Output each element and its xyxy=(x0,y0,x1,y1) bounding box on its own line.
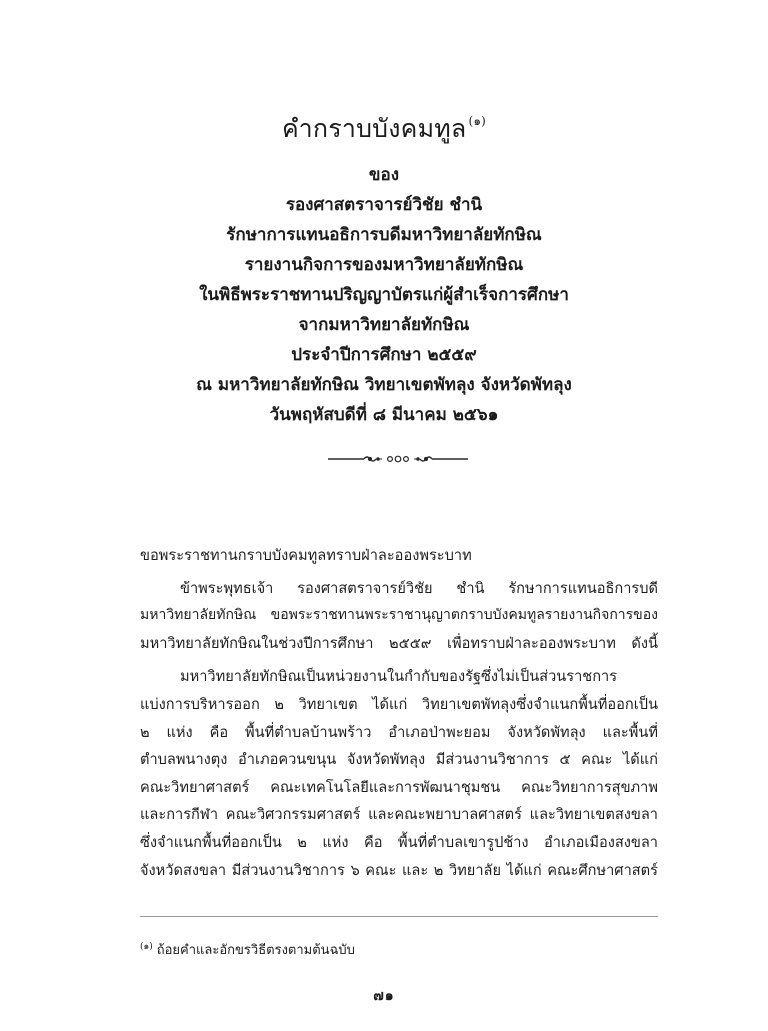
header-line: วันพฤหัสบดีที่ ๘ มีนาคม ๒๕๖๑ xyxy=(269,405,499,425)
paragraph-line: จังหวัดสงขลา มีส่วนงานวิชาการ ๖ คณะ และ ๒ วิทยาลัย ได้แก่ คณะศึกษาศาสตร์ xyxy=(140,861,658,879)
paragraph-line: ตำบลพนางตุง อำเภอควนขนุน จังหวัดพัทลุง มีส่วนงานวิชาการ ๕ คณะ ได้แก่ xyxy=(140,751,658,769)
header-line: ของ xyxy=(368,165,400,185)
paragraph-line: ข้าพระพุทธเจ้า รองศาสตราจารย์วิชัย ชำนิ รักษาการแทนอธิการบดี xyxy=(180,579,658,597)
paragraph-line: ๒ แห่ง คือ พื้นที่ตำบลบ้านพร้าว อำเภอป่าพะยอม จังหวัดพัทลุง และพื้นที่ xyxy=(140,723,658,741)
header-line: รายงานกิจการของมหาวิทยาลัยทักษิณ xyxy=(244,255,524,275)
salutation: ขอพระราชทานกราบบังคมทูลทราบฝ่าละอองพระบาท xyxy=(140,547,472,564)
paragraph-line: และการกีฬา คณะวิศวกรรมศาสตร์ และคณะพยาบาลศาสตร์ และวิทยาเขตสงขลา xyxy=(140,806,658,824)
paragraph-2 xyxy=(140,663,658,884)
paragraph-line: มหาวิทยาลัยทักษิณ ขอพระราชทานพระราชานุญาตกราบบังคมทูลรายงานกิจการของ xyxy=(140,607,658,624)
header-line: รองศาสตราจารย์วิชัย ชำนิ xyxy=(285,195,483,215)
title-footnote-mark: (๑) xyxy=(468,114,487,128)
footnote-text: ถ้อยคำและอักขรวิธีตรงตามต้นฉบับ xyxy=(156,943,355,958)
header-line: ในพิธีพระราชทานปริญญาบัตรแก่ผู้สำเร็จการศึกษา xyxy=(199,285,569,305)
footnote-divider xyxy=(140,916,658,917)
paragraph-1 xyxy=(140,575,658,658)
header-line: จากมหาวิทยาลัยทักษิณ xyxy=(298,315,470,335)
header-line: ณ มหาวิทยาลัยทักษิณ วิทยาเขตพัทลุง จังหวัดพัทลุง xyxy=(196,375,572,395)
footnote-mark: (๑) xyxy=(140,942,153,952)
footnote xyxy=(140,936,658,962)
header-line: ประจำปีการศึกษา ๒๕๕๙ xyxy=(291,345,477,365)
ornament-divider-icon xyxy=(326,449,470,469)
body-text xyxy=(140,542,658,884)
page-title xyxy=(0,104,768,146)
header-line: รักษาการแทนอธิการบดีมหาวิทยาลัยทักษิณ xyxy=(226,225,542,245)
paragraph-line: มหาวิทยาลัยทักษิณเป็นหน่วยงานในกำกับของรัฐซึ่งไม่เป็นส่วนราชการ xyxy=(180,668,618,686)
paragraph-line: มหาวิทยาลัยทักษิณในช่วงปีการศึกษา ๒๕๕๙ เพื่อทราบฝ่าละอองพระบาท ดังนี้ xyxy=(140,634,658,652)
paragraph-line: คณะวิทยาศาสตร์ คณะเทคโนโลยีและการพัฒนาชุมชน คณะวิทยาการสุขภาพ xyxy=(140,778,658,796)
paragraph-line: แบ่งการบริหารออก ๒ วิทยาเขต ได้แก่ วิทยาเขตพัทลุงซึ่งจำแนกพื้นที่ออกเป็น xyxy=(140,695,658,713)
page-number: ๗๑ xyxy=(373,988,395,1004)
title-text: คำกราบบังคมทูล xyxy=(281,114,467,143)
header-block xyxy=(0,160,768,430)
paragraph-line: ซึ่งจำแนกพื้นที่ออกเป็น ๒ แห่ง คือ พื้นที่ตำบลเขารูปช้าง อำเภอเมืองสงขลา xyxy=(140,833,658,851)
